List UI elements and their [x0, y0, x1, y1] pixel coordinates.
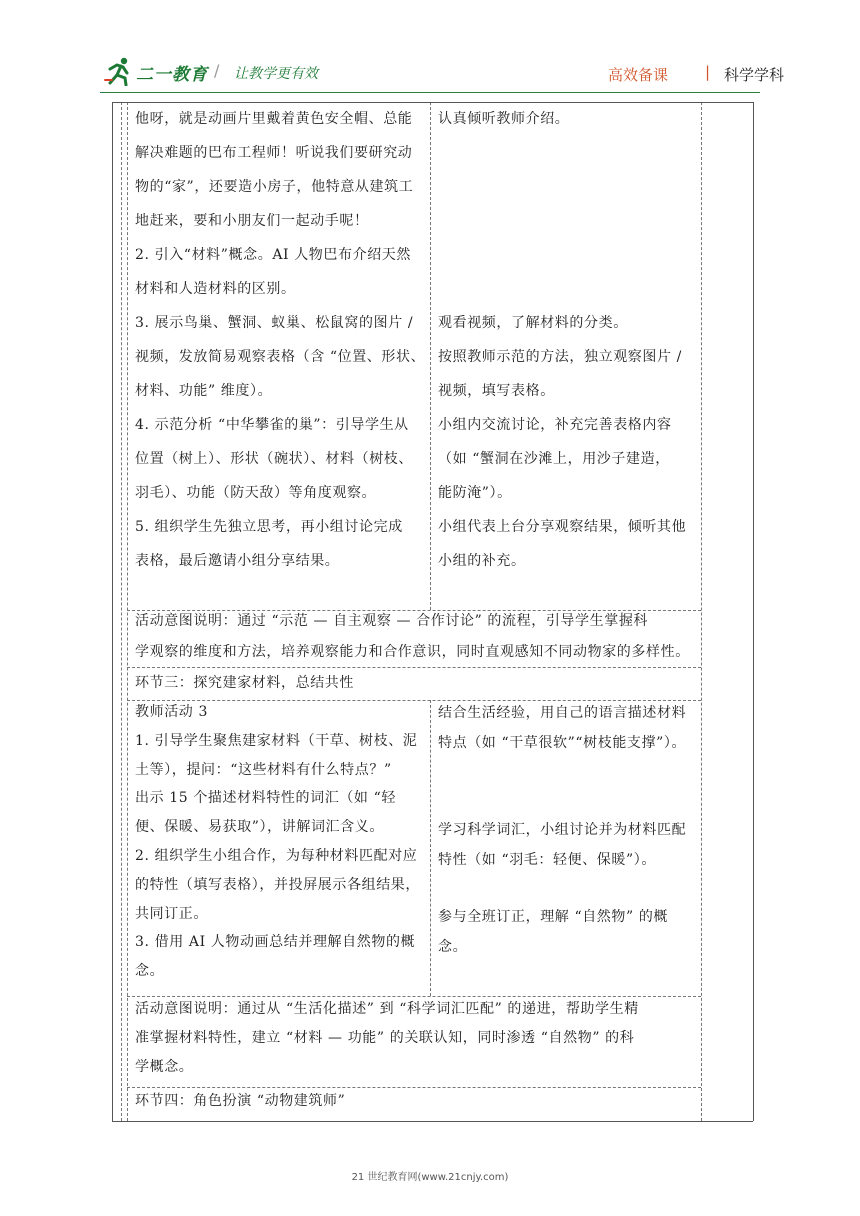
column-divider-s3	[430, 700, 431, 996]
text-line: 按照教师示范的方法，独立观察图片 /	[438, 349, 682, 365]
header-subject: 科学学科	[724, 66, 785, 84]
s2-teacher-activity	[135, 102, 427, 578]
s3-title: 环节三：探究建家材料，总结共性	[135, 675, 354, 691]
text-line: 能防淹”）。	[438, 485, 512, 501]
text-line: 参与全班订正，理解 “自然物” 的概	[438, 909, 669, 925]
brand-slogan: 让教学更有效	[234, 66, 318, 82]
text-line: 3. 借用 AI 人物动画总结并理解自然物的概	[135, 934, 416, 951]
table-bottom-border	[112, 1121, 753, 1122]
text-line: 视频，发放简易观察表格（含 “位置、形状、	[135, 349, 426, 365]
text-line: 活动意图说明：通过 “示范 — 自主观察 — 合作讨论” 的流程，引导学生掌握科	[135, 613, 649, 629]
table-right-border	[753, 102, 754, 1121]
text-line: 出示 15 个描述材料特性的词汇（如 “轻	[135, 790, 396, 807]
text-line: 地赶来，要和小朋友们一起动手呢！	[135, 213, 369, 229]
text-line: 2. 引入“材料”概念。AI 人物巴布介绍天然	[135, 247, 412, 263]
text-line: 小组内交流讨论，补充完善表格内容	[438, 417, 672, 433]
text-line: 学习科学词汇，小组讨论并为材料匹配	[438, 822, 687, 838]
text-line: 准掌握材料特性，建立 “材料 — 功能” 的关联认知，同时渗透 “自然物” 的科	[135, 1030, 635, 1046]
text-line: 活动意图说明：通过从 “生活化描述” 到 “科学词汇匹配” 的递进，帮助学生精	[135, 1001, 639, 1017]
text-line: 便、保暖、易获取”），讲解词汇含义。	[135, 819, 384, 836]
text-line: 特性（如 “羽毛：轻便、保暖”）。	[438, 852, 656, 868]
text-line: 特点（如 “干草很软”“树枝能支撑”）。	[438, 735, 687, 751]
table-inner-left-line	[121, 102, 122, 1121]
header-rule	[100, 92, 760, 93]
text-line: 视频，填写表格。	[438, 383, 555, 399]
runner-logo-icon	[104, 56, 134, 86]
text-line: 土等），提问：“这些材料有什么特点？”	[135, 761, 392, 778]
text-line: 物的“家”，还要造小房子，他特意从建筑工	[135, 179, 414, 195]
s2-student-activity-2	[438, 306, 700, 408]
text-line: 位置（树上）、形状（碗状）、材料（树枝、	[135, 451, 413, 467]
text-line: 5. 组织学生先独立思考，再小组讨论完成	[135, 519, 403, 535]
header-separator: |	[705, 63, 711, 81]
text-line: 念。	[438, 939, 468, 955]
s2-student-activity-3	[438, 408, 700, 510]
header-divider: /	[214, 61, 220, 80]
text-line: 教师活动 3	[135, 704, 208, 720]
text-line: 1. 引导学生聚焦建家材料（干草、树枝、泥	[135, 732, 418, 749]
text-line: 学观察的维度和方法，培养观察能力和合作意识，同时直观感知不同动物家的多样性。	[135, 644, 690, 660]
s4-title: 环节四：角色扮演 “动物建筑师”	[135, 1093, 346, 1109]
text-line: 结合生活经验，用自己的语言描述材料	[438, 705, 687, 721]
text-line: 解决难题的巴布工程师！听说我们要研究动	[135, 145, 413, 161]
text-line: 材料和人造材料的区别。	[135, 281, 296, 297]
table-left-border	[112, 102, 113, 1121]
text-line: 念。	[135, 963, 165, 980]
s3-student-activity-1	[438, 698, 700, 758]
text-line: 的特性（填写表格），并投屏展示各组结果，	[135, 876, 420, 893]
s2-student-activity-1	[438, 102, 700, 136]
column-divider-s2	[430, 102, 431, 610]
text-line: 小组代表上台分享观察结果，倾听其他	[438, 519, 687, 535]
s3-teacher-activity	[135, 698, 427, 986]
text-line: 4. 示范分析 “中华攀雀的巢”：引导学生从	[135, 417, 409, 433]
text-line: 小组的补充。	[438, 553, 526, 569]
text-line: 表格，最后邀请小组分享结果。	[135, 553, 340, 569]
table-content-left-line	[127, 102, 128, 1121]
s3-intent-note	[135, 995, 701, 1082]
s2-student-activity-4	[438, 510, 700, 578]
text-line: 羽毛）、功能（防天敌）等角度观察。	[135, 485, 377, 501]
s3-student-activity-2	[438, 815, 700, 875]
text-line: 2. 组织学生小组合作，为每种材料匹配对应	[135, 847, 418, 864]
text-line: 观看视频，了解材料的分类。	[438, 315, 628, 331]
text-line: 认真倾听教师介绍。	[438, 111, 570, 127]
header-category: 高效备课	[608, 66, 669, 84]
text-line: 他呀，就是动画片里戴着黄色安全帽、总能	[135, 111, 413, 127]
text-line: 材料、功能” 维度）。	[135, 383, 273, 399]
page-footer: 21 世纪教育网(www.21cnjy.com)	[351, 1172, 509, 1183]
text-line: 学概念。	[135, 1059, 194, 1075]
s3-student-activity-3	[438, 902, 700, 962]
brand-name: 二一教育	[136, 65, 208, 85]
text-line: 共同订正。	[135, 905, 208, 922]
text-line: （如 “蟹洞在沙滩上，用沙子建造，	[438, 451, 670, 467]
table-content-right-line	[701, 102, 702, 1121]
text-line: 3. 展示鸟巢、蟹洞、蚁巢、松鼠窝的图片 /	[135, 315, 414, 331]
s2-intent-note	[135, 606, 701, 668]
